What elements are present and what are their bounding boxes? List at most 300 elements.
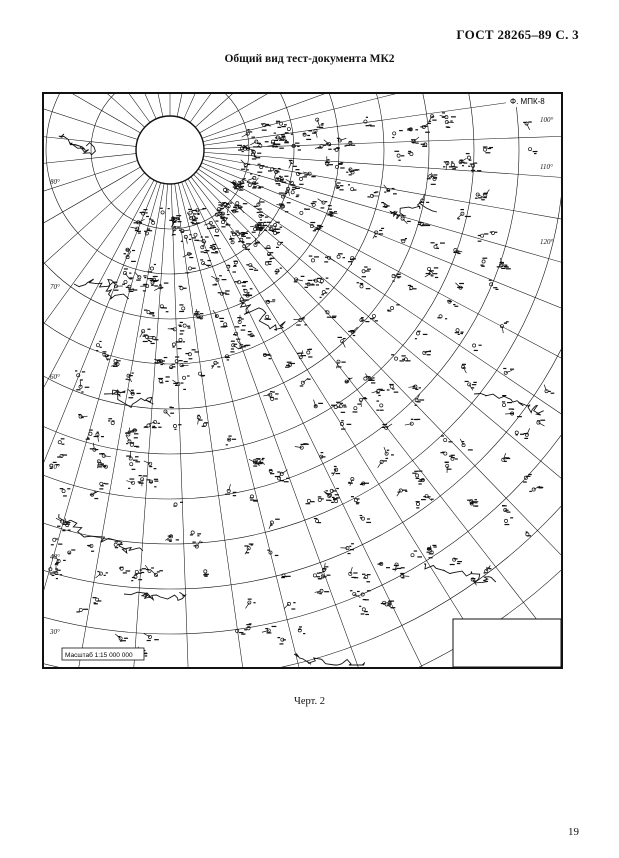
latitude-circle	[44, 94, 474, 454]
station-plot	[528, 148, 537, 155]
station-plot	[265, 299, 275, 303]
station-plot	[179, 286, 187, 290]
station-plot	[144, 633, 159, 641]
page-number: 19	[568, 826, 579, 838]
station-plot	[192, 233, 199, 241]
station-plot	[257, 164, 268, 173]
meridian-line	[44, 94, 145, 127]
station-plot	[140, 284, 154, 292]
coastline-segment	[239, 301, 285, 330]
station-plot	[284, 185, 296, 196]
latitude-label: 80°	[50, 178, 60, 186]
station-plot	[267, 252, 274, 260]
station-plot	[300, 378, 311, 386]
weather-map	[44, 94, 561, 667]
meridian-line	[191, 177, 561, 667]
document-title: Общий вид тест-документа МК2	[224, 53, 395, 65]
station-plot	[299, 174, 308, 184]
station-plot	[408, 151, 413, 156]
station-plot	[52, 566, 62, 579]
station-plot	[480, 258, 487, 267]
station-plot	[415, 394, 425, 406]
station-plot	[275, 268, 282, 275]
station-plot	[397, 489, 408, 496]
station-plot	[338, 337, 346, 348]
station-plot	[437, 315, 447, 320]
station-plot	[349, 567, 359, 578]
station-plot	[544, 385, 554, 394]
station-plot	[244, 543, 253, 554]
station-plot	[295, 443, 309, 449]
station-plot	[381, 202, 389, 208]
meridian-line	[204, 152, 561, 212]
station-plot	[431, 242, 445, 249]
latitude-circle	[44, 94, 519, 499]
station-plot	[175, 356, 183, 362]
station-plot	[337, 253, 345, 258]
station-plot	[276, 242, 283, 248]
station-plot	[382, 424, 392, 430]
map-stamp-box	[453, 619, 561, 667]
station-plot	[169, 364, 175, 369]
station-plot	[144, 461, 157, 469]
station-plot	[449, 163, 458, 169]
station-plot	[392, 130, 403, 138]
station-plot	[248, 331, 255, 337]
station-plot	[149, 218, 155, 224]
station-plot	[231, 341, 239, 350]
station-plot	[312, 127, 323, 138]
station-plot	[96, 341, 102, 351]
station-plot	[264, 315, 271, 320]
station-plot	[423, 350, 431, 355]
meridian-line	[196, 172, 561, 667]
station-plot	[351, 496, 360, 504]
station-plot	[233, 261, 238, 267]
station-plot	[408, 385, 420, 390]
station-plot	[320, 288, 330, 298]
station-plot	[126, 435, 139, 447]
station-plot	[57, 454, 67, 457]
coastline-segment	[390, 201, 437, 219]
station-plot	[90, 491, 98, 499]
station-plot	[523, 121, 532, 129]
station-plot	[362, 574, 371, 583]
station-plot	[378, 458, 388, 468]
station-plot	[246, 599, 256, 609]
station-plot	[229, 236, 234, 244]
station-plot	[241, 160, 250, 171]
meridian-line	[44, 180, 154, 667]
station-plot	[481, 190, 489, 201]
station-plot	[309, 255, 319, 261]
station-plot	[392, 563, 404, 571]
station-plot	[123, 268, 133, 278]
station-plot	[211, 361, 220, 369]
station-plot	[447, 300, 458, 307]
station-plot	[263, 391, 278, 398]
station-plot	[51, 538, 63, 545]
station-plot	[267, 550, 278, 556]
station-plot	[445, 462, 452, 473]
station-plot	[503, 368, 514, 374]
station-plot	[336, 402, 347, 408]
station-plot	[524, 428, 530, 439]
station-plot	[58, 438, 64, 445]
station-plot	[93, 597, 102, 604]
station-plot	[238, 237, 250, 243]
latitude-label: 60°	[50, 373, 60, 381]
station-plot	[101, 465, 107, 469]
station-plot	[87, 544, 94, 551]
station-plot	[303, 130, 312, 140]
station-plot	[353, 404, 361, 413]
station-plot	[254, 238, 260, 247]
station-plot	[322, 563, 330, 576]
station-plot	[295, 169, 306, 177]
station-plot	[108, 418, 114, 424]
header-standard-number: ГОСТ 28265–89 С. 3	[456, 27, 579, 42]
station-plot	[158, 376, 170, 383]
station-plot	[95, 571, 107, 578]
station-plot	[313, 573, 321, 580]
station-plot	[316, 118, 324, 126]
station-plot	[203, 570, 209, 577]
station-plot	[115, 634, 128, 642]
station-plot	[246, 264, 258, 271]
station-plot	[440, 112, 456, 121]
coastline-segment	[124, 592, 185, 600]
station-plot	[529, 486, 543, 492]
station-plot	[194, 309, 200, 317]
station-plot	[457, 209, 471, 219]
station-plot	[392, 274, 401, 282]
station-plot	[360, 515, 371, 523]
station-plot	[315, 589, 329, 594]
station-plot	[179, 229, 189, 232]
coastline-segment	[104, 390, 154, 407]
station-plot	[465, 381, 477, 391]
station-plot	[160, 305, 168, 313]
station-plot	[126, 451, 138, 460]
station-plot	[372, 389, 385, 396]
station-plot	[348, 327, 357, 336]
station-plot	[537, 420, 545, 426]
station-plot	[235, 315, 246, 328]
station-plot	[225, 351, 235, 360]
station-plot	[466, 153, 477, 164]
station-plot	[275, 472, 289, 483]
station-plot	[411, 137, 419, 144]
station-plot	[173, 502, 183, 507]
station-plot	[362, 266, 371, 277]
station-plot	[400, 573, 409, 579]
station-plot	[265, 261, 271, 265]
meridian-line	[44, 94, 163, 117]
station-plot	[502, 453, 511, 462]
station-plot	[451, 455, 458, 461]
station-plot	[394, 151, 404, 161]
station-plot	[420, 122, 431, 132]
station-plot	[359, 606, 369, 615]
station-plot	[407, 128, 418, 131]
station-plot	[284, 602, 296, 610]
station-plot	[357, 282, 371, 289]
meridian-line	[44, 94, 136, 146]
station-plot	[68, 549, 76, 554]
station-plot	[387, 304, 400, 311]
station-plot	[99, 453, 111, 457]
station-plot	[515, 431, 524, 435]
meridian-line	[194, 174, 561, 667]
station-plot	[300, 208, 310, 214]
station-plot	[467, 499, 478, 504]
station-plot	[173, 424, 181, 430]
station-plot	[526, 531, 531, 536]
station-plot	[418, 479, 424, 485]
station-plot	[225, 484, 236, 496]
station-plot	[370, 314, 378, 321]
station-plot	[459, 158, 467, 166]
station-plot	[453, 249, 462, 255]
station-plot	[198, 372, 205, 376]
station-plot	[291, 189, 299, 197]
station-plot	[102, 351, 109, 360]
station-plot	[314, 400, 324, 408]
station-plot	[160, 208, 170, 214]
station-plot	[126, 372, 134, 382]
latitude-label: 70°	[50, 283, 60, 291]
station-plot	[226, 435, 236, 445]
station-plot	[348, 184, 356, 191]
station-plot	[197, 236, 209, 242]
latitude-circle	[44, 94, 429, 409]
station-plot	[140, 329, 151, 338]
station-plot	[348, 478, 354, 486]
station-plot	[401, 238, 407, 243]
station-plot	[233, 329, 245, 339]
station-plot	[144, 310, 155, 317]
station-plot	[325, 310, 337, 318]
station-plot	[197, 415, 202, 425]
station-plot	[460, 439, 473, 451]
station-plot	[165, 535, 179, 542]
station-plot	[78, 414, 87, 418]
station-plot	[336, 360, 345, 368]
station-plot	[99, 482, 108, 489]
station-plot	[425, 272, 438, 278]
station-plot	[277, 637, 285, 645]
station-plot	[179, 304, 185, 312]
station-plot	[307, 349, 313, 358]
station-plot	[455, 283, 464, 289]
station-plot	[168, 325, 183, 335]
station-plot	[119, 567, 130, 574]
station-plot	[440, 452, 452, 457]
meridian-line	[203, 159, 561, 398]
station-plot	[134, 219, 145, 224]
station-plot	[96, 432, 104, 442]
station-plot	[267, 394, 277, 400]
meridian-line	[185, 181, 561, 667]
form-label: Ф. МПК-8	[510, 97, 545, 106]
station-plot	[450, 558, 462, 565]
station-plot	[264, 245, 270, 249]
station-plot	[502, 505, 510, 513]
meridian-label: 120°	[540, 238, 554, 246]
station-plot	[359, 397, 367, 407]
station-plot	[318, 496, 324, 501]
station-plot	[490, 231, 498, 234]
latitude-label: 50°	[50, 463, 60, 471]
station-plot	[431, 173, 438, 185]
station-plot	[176, 338, 185, 342]
station-plot	[367, 191, 378, 197]
station-plot	[236, 629, 246, 634]
station-plot	[426, 267, 439, 274]
coastline-segment	[74, 279, 129, 299]
station-plot	[172, 226, 180, 236]
latitude-label: 30°	[50, 628, 60, 636]
station-plot	[478, 233, 489, 241]
station-plot	[405, 419, 420, 426]
station-plot	[202, 422, 208, 427]
station-plot	[415, 331, 428, 340]
station-plot	[298, 626, 305, 634]
station-plot	[500, 321, 508, 333]
coastline-segment	[59, 134, 96, 155]
station-plot	[331, 497, 339, 503]
station-plot	[484, 565, 492, 573]
station-plot	[412, 471, 422, 480]
station-plot	[181, 375, 190, 383]
meridian-line	[44, 167, 141, 500]
station-plot	[408, 285, 417, 290]
station-plot	[377, 562, 389, 568]
polar-cap-circle	[136, 116, 204, 184]
station-plot	[281, 574, 290, 578]
meridian-line	[44, 94, 156, 119]
station-plot	[411, 550, 422, 557]
figure-caption: Черт. 2	[294, 696, 325, 707]
station-plot	[350, 169, 360, 174]
station-plot	[314, 518, 321, 523]
station-plot	[237, 340, 250, 349]
station-plot	[361, 590, 371, 600]
station-plot	[130, 460, 140, 470]
scale-label: Масштаб 1:15 000 000	[65, 652, 133, 659]
station-plot	[421, 143, 427, 147]
station-plot	[139, 475, 151, 486]
station-plot	[172, 380, 186, 390]
station-plot	[387, 384, 398, 393]
station-plot	[483, 146, 493, 153]
station-plot	[360, 317, 370, 322]
station-plot	[279, 190, 289, 198]
station-plot	[201, 241, 210, 253]
station-plot	[428, 115, 436, 123]
map-latitude-labels	[49, 178, 60, 636]
meridian-line	[177, 94, 315, 117]
station-plot	[180, 361, 189, 367]
station-plot	[324, 256, 335, 262]
station-plot	[149, 479, 159, 488]
station-plot	[523, 474, 532, 483]
station-plot	[331, 466, 340, 476]
station-plot	[473, 344, 482, 351]
station-plot	[192, 540, 202, 548]
station-plot	[200, 259, 211, 266]
station-plot	[147, 276, 158, 282]
station-plot	[76, 608, 88, 612]
station-plot	[221, 323, 228, 328]
station-plot	[218, 290, 230, 295]
station-plot	[60, 488, 71, 497]
station-plot	[291, 143, 301, 151]
weather-map-frame	[42, 92, 563, 669]
station-plot	[416, 499, 426, 508]
meridian-line	[44, 161, 138, 367]
meridian-line	[175, 184, 296, 667]
station-plot	[360, 482, 369, 485]
station-plot	[130, 227, 141, 234]
station-plot	[306, 499, 315, 504]
station-plot	[128, 285, 138, 292]
station-plot	[350, 590, 360, 597]
map-station-plots	[49, 112, 554, 656]
station-plot	[269, 469, 274, 474]
station-plot	[320, 452, 326, 458]
meridian-line	[190, 94, 561, 122]
station-plot	[311, 201, 317, 206]
map-meridian-labels	[540, 116, 554, 246]
station-plot	[164, 407, 174, 417]
latitude-circle	[44, 94, 561, 634]
station-plot	[76, 380, 89, 393]
station-plot	[190, 531, 201, 536]
station-plot	[337, 138, 347, 147]
station-plot	[244, 623, 251, 630]
meridian-line	[44, 94, 150, 122]
station-plot	[340, 543, 354, 554]
station-plot	[122, 278, 132, 288]
station-plot	[504, 517, 513, 525]
station-plot	[151, 570, 163, 576]
station-plot	[285, 362, 295, 368]
meridian-line	[44, 173, 145, 619]
station-plot	[269, 519, 280, 529]
station-plot	[335, 162, 344, 168]
meridian-line	[44, 94, 138, 139]
meridian-label: 110°	[540, 163, 553, 171]
station-plot	[384, 447, 394, 455]
station-plot	[502, 401, 513, 409]
station-plot	[294, 276, 305, 283]
coastline-segment	[59, 514, 143, 553]
station-plot	[185, 349, 198, 359]
station-plot	[327, 209, 337, 217]
station-plot	[475, 193, 484, 199]
meridian-line	[182, 182, 478, 667]
station-plot	[293, 317, 307, 326]
station-plot	[148, 420, 161, 427]
station-plot	[257, 212, 269, 218]
station-plot	[376, 400, 383, 410]
meridian-line	[107, 184, 167, 667]
station-plot	[262, 626, 276, 634]
station-plot	[239, 178, 249, 184]
latitude-circle	[44, 94, 384, 364]
